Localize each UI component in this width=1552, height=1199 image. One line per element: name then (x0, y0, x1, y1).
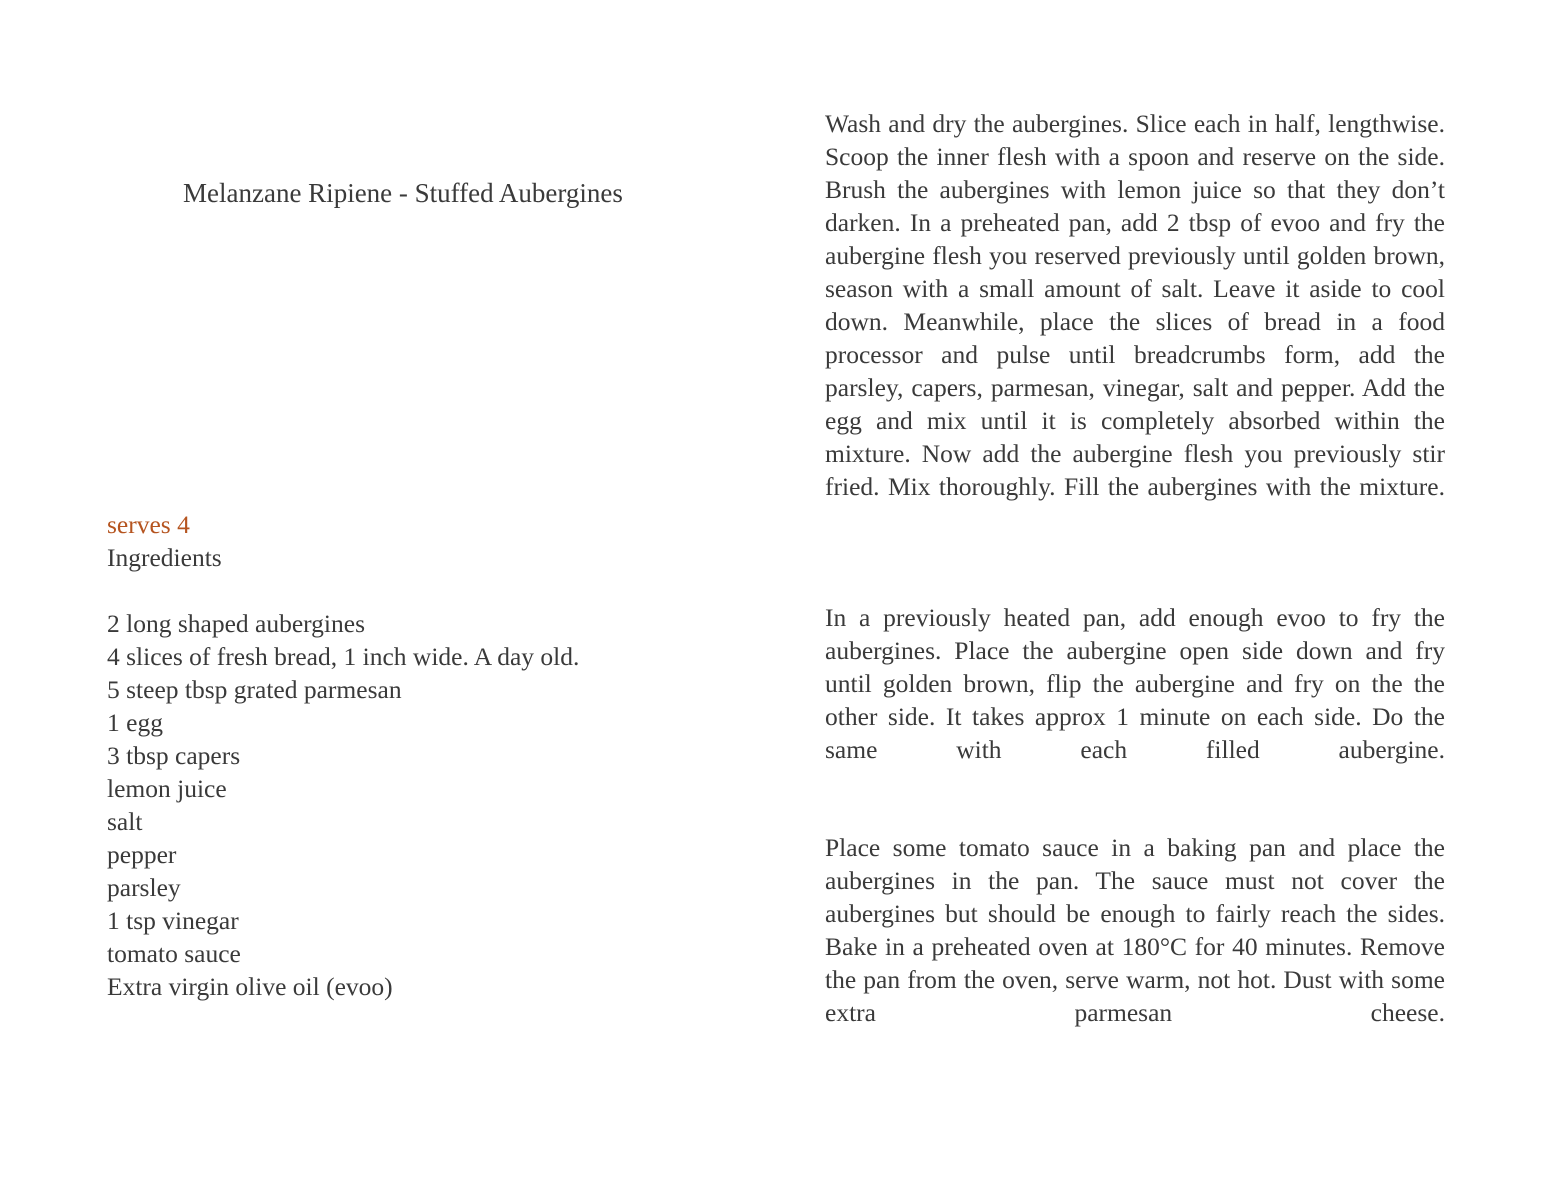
ingredients-heading: Ingredients (107, 543, 222, 572)
method-paragraph-bake: Place some tomato sauce in a baking pan and place the aubergines in the pan. The sauce must not cover the aubergines but should be enough to fairly reach the sides. Bake in a preheated oven at 180°C for 40 minutes. Remove the pan from the oven, serve warm, not hot. Dust with some extra parmesan cheese. (825, 833, 1445, 1027)
ingredient-item: 1 tsp vinegar (107, 906, 239, 935)
ingredient-item: lemon juice (107, 774, 227, 803)
ingredient-item: salt (107, 807, 143, 836)
method-paragraph-fry: In a previously heated pan, add enough evoo to fry the aubergines. Place the aubergine open side down and fry until golden brown, flip the aubergine and fry on the the other side. It takes approx 1 minute on each side. Do the same with each filled aubergine. (825, 603, 1445, 764)
right-page (776, 0, 1552, 1199)
ingredient-list (107, 607, 727, 1003)
ingredient-item: Extra virgin olive oil (evoo) (107, 972, 393, 1001)
method-paragraph-prep: Wash and dry the aubergines. Slice each in half, lengthwise. Scoop the inner flesh with a spoon and reserve on the side. Brush the aubergines with lemon juice so that they don’t darken. In a preheated pan, add 2 tbsp of evoo and fry the aubergine flesh you reserved previously until golden brown, season with a small amount of salt. Leave it aside to cool down. Meanwhile, place the slices of bread in a food processor and pulse until breadcrumbs form, add the parsley, capers, parmesan, vinegar, salt and pepper. Add the egg and mix until it is completely absorbed within the mixture. Now add the aubergine flesh you previously stir fried. Mix thoroughly. Fill the aubergines with the mixture. (825, 109, 1445, 501)
serves-label: serves 4 (107, 510, 190, 539)
ingredient-item: 2 long shaped aubergines (107, 609, 366, 638)
ingredient-item: 3 tbsp capers (107, 741, 241, 770)
ingredient-item: tomato sauce (107, 939, 241, 968)
ingredient-item: 1 egg (107, 708, 163, 737)
ingredients-section (107, 508, 727, 1003)
ingredient-item: parsley (107, 873, 181, 902)
ingredient-item: 4 slices of fresh bread, 1 inch wide. A day old. (107, 642, 580, 671)
ingredient-item: 5 steep tbsp grated parmesan (107, 675, 402, 704)
recipe-title: Melanzane Ripiene - Stuffed Aubergines (183, 178, 623, 208)
ingredient-item: pepper (107, 840, 177, 869)
